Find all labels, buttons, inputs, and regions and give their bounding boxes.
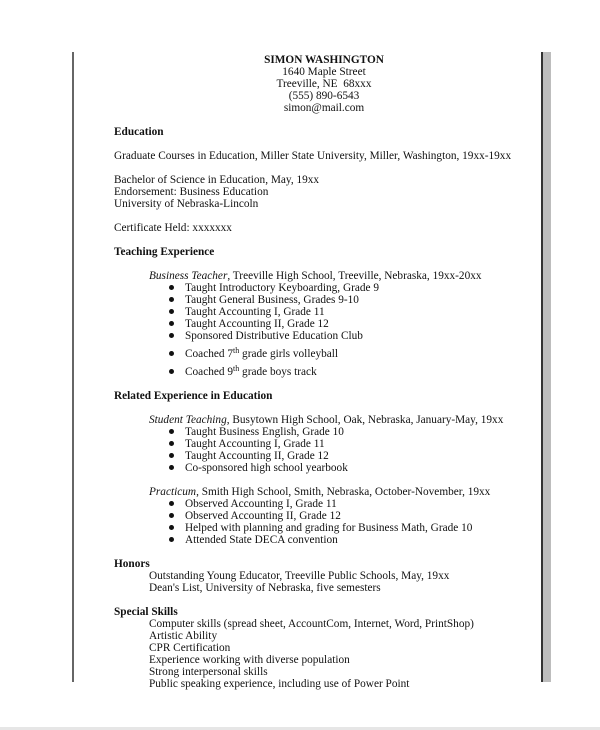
practicum-bullets — [114, 498, 534, 546]
superscript: th — [233, 364, 240, 373]
endorsement: Endorsement: Business Education — [114, 186, 269, 198]
list-item: Co-sponsored high school yearbook — [114, 462, 534, 474]
student-teaching-bullets — [114, 426, 534, 474]
skill-item: CPR Certification — [149, 642, 231, 654]
skill-item: Artistic Ability — [149, 630, 218, 642]
job-detail: , Treeville High School, Treeville, Nebraska, 19xx-20xx — [227, 270, 482, 282]
list-item: Taught Accounting II, Grade 12 — [114, 450, 534, 462]
text: Coached 7 — [185, 348, 233, 360]
section-heading-skills: Special Skills — [114, 606, 178, 618]
job-title-line — [114, 414, 534, 426]
page-left-border — [72, 52, 74, 682]
list-item: Helped with planning and grading for Business Math, Grade 10 — [114, 522, 534, 534]
list-item: Sponsored Distributive Education Club — [114, 330, 534, 342]
text: Coached 9 — [185, 366, 233, 378]
degree: Bachelor of Science in Education, May, 19xx — [114, 174, 320, 186]
job-detail: , Busytown High School, Oak, Nebraska, January-May, 19xx — [226, 414, 504, 426]
list-item: Observed Accounting II, Grade 12 — [114, 510, 534, 522]
job-detail: , Smith High School, Smith, Nebraska, October-November, 19xx — [196, 486, 491, 498]
certificate: Certificate Held: xxxxxxx — [114, 222, 232, 234]
graduate-courses: Graduate Courses in Education, Miller State University, Miller, Washington, 19xx-19xx — [114, 150, 512, 162]
text: grade girls volleyball — [239, 348, 339, 360]
phone-number: (555) 890-6543 — [288, 90, 360, 102]
superscript: th — [233, 346, 240, 355]
honor-item: Outstanding Young Educator, Treeville Public Schools, May, 19xx — [149, 570, 450, 582]
page-shadow — [543, 52, 551, 682]
street-address: 1640 Maple Street — [282, 66, 366, 78]
list-item: Taught Accounting I, Grade 11 — [114, 438, 534, 450]
candidate-name: SIMON WASHINGTON — [264, 54, 384, 66]
text: grade boys track — [239, 366, 317, 378]
skill-item: Computer skills (spread sheet, AccountCom, Internet, Word, PrintShop) — [149, 618, 474, 630]
skill-item: Experience working with diverse population — [149, 654, 350, 666]
job-title-line — [114, 486, 534, 498]
skill-item: Strong interpersonal skills — [149, 666, 268, 678]
list-item: Taught Accounting II, Grade 12 — [114, 318, 534, 330]
university: University of Nebraska-Lincoln — [114, 198, 259, 210]
job-role: Business Teacher — [149, 270, 228, 282]
job-role: Practicum — [149, 486, 197, 498]
list-item: Attended State DECA convention — [114, 534, 534, 546]
honor-item: Dean's List, University of Nebraska, five semesters — [149, 582, 381, 594]
section-heading-teaching: Teaching Experience — [114, 246, 215, 258]
list-item — [114, 360, 534, 378]
email-address: simon@mail.com — [283, 102, 365, 114]
skill-item: Public speaking experience, including use of Power Point — [149, 678, 410, 690]
job-title-line — [114, 270, 534, 282]
list-item: Observed Accounting I, Grade 11 — [114, 498, 534, 510]
resume-document — [114, 54, 534, 690]
city-state-zip: Treeville, NE 68xxx — [276, 78, 372, 90]
resume-header — [114, 54, 534, 114]
teaching-bullets — [114, 282, 534, 378]
section-heading-related: Related Experience in Education — [114, 390, 273, 402]
section-heading-honors: Honors — [114, 558, 150, 570]
list-item: Taught Accounting I, Grade 11 — [114, 306, 534, 318]
job-role: Student Teaching — [149, 414, 227, 426]
list-item — [114, 342, 534, 360]
list-item: Taught Introductory Keyboarding, Grade 9 — [114, 282, 534, 294]
list-item: Taught General Business, Grades 9-10 — [114, 294, 534, 306]
list-item: Taught Business English, Grade 10 — [114, 426, 534, 438]
section-heading-education: Education — [114, 126, 164, 138]
